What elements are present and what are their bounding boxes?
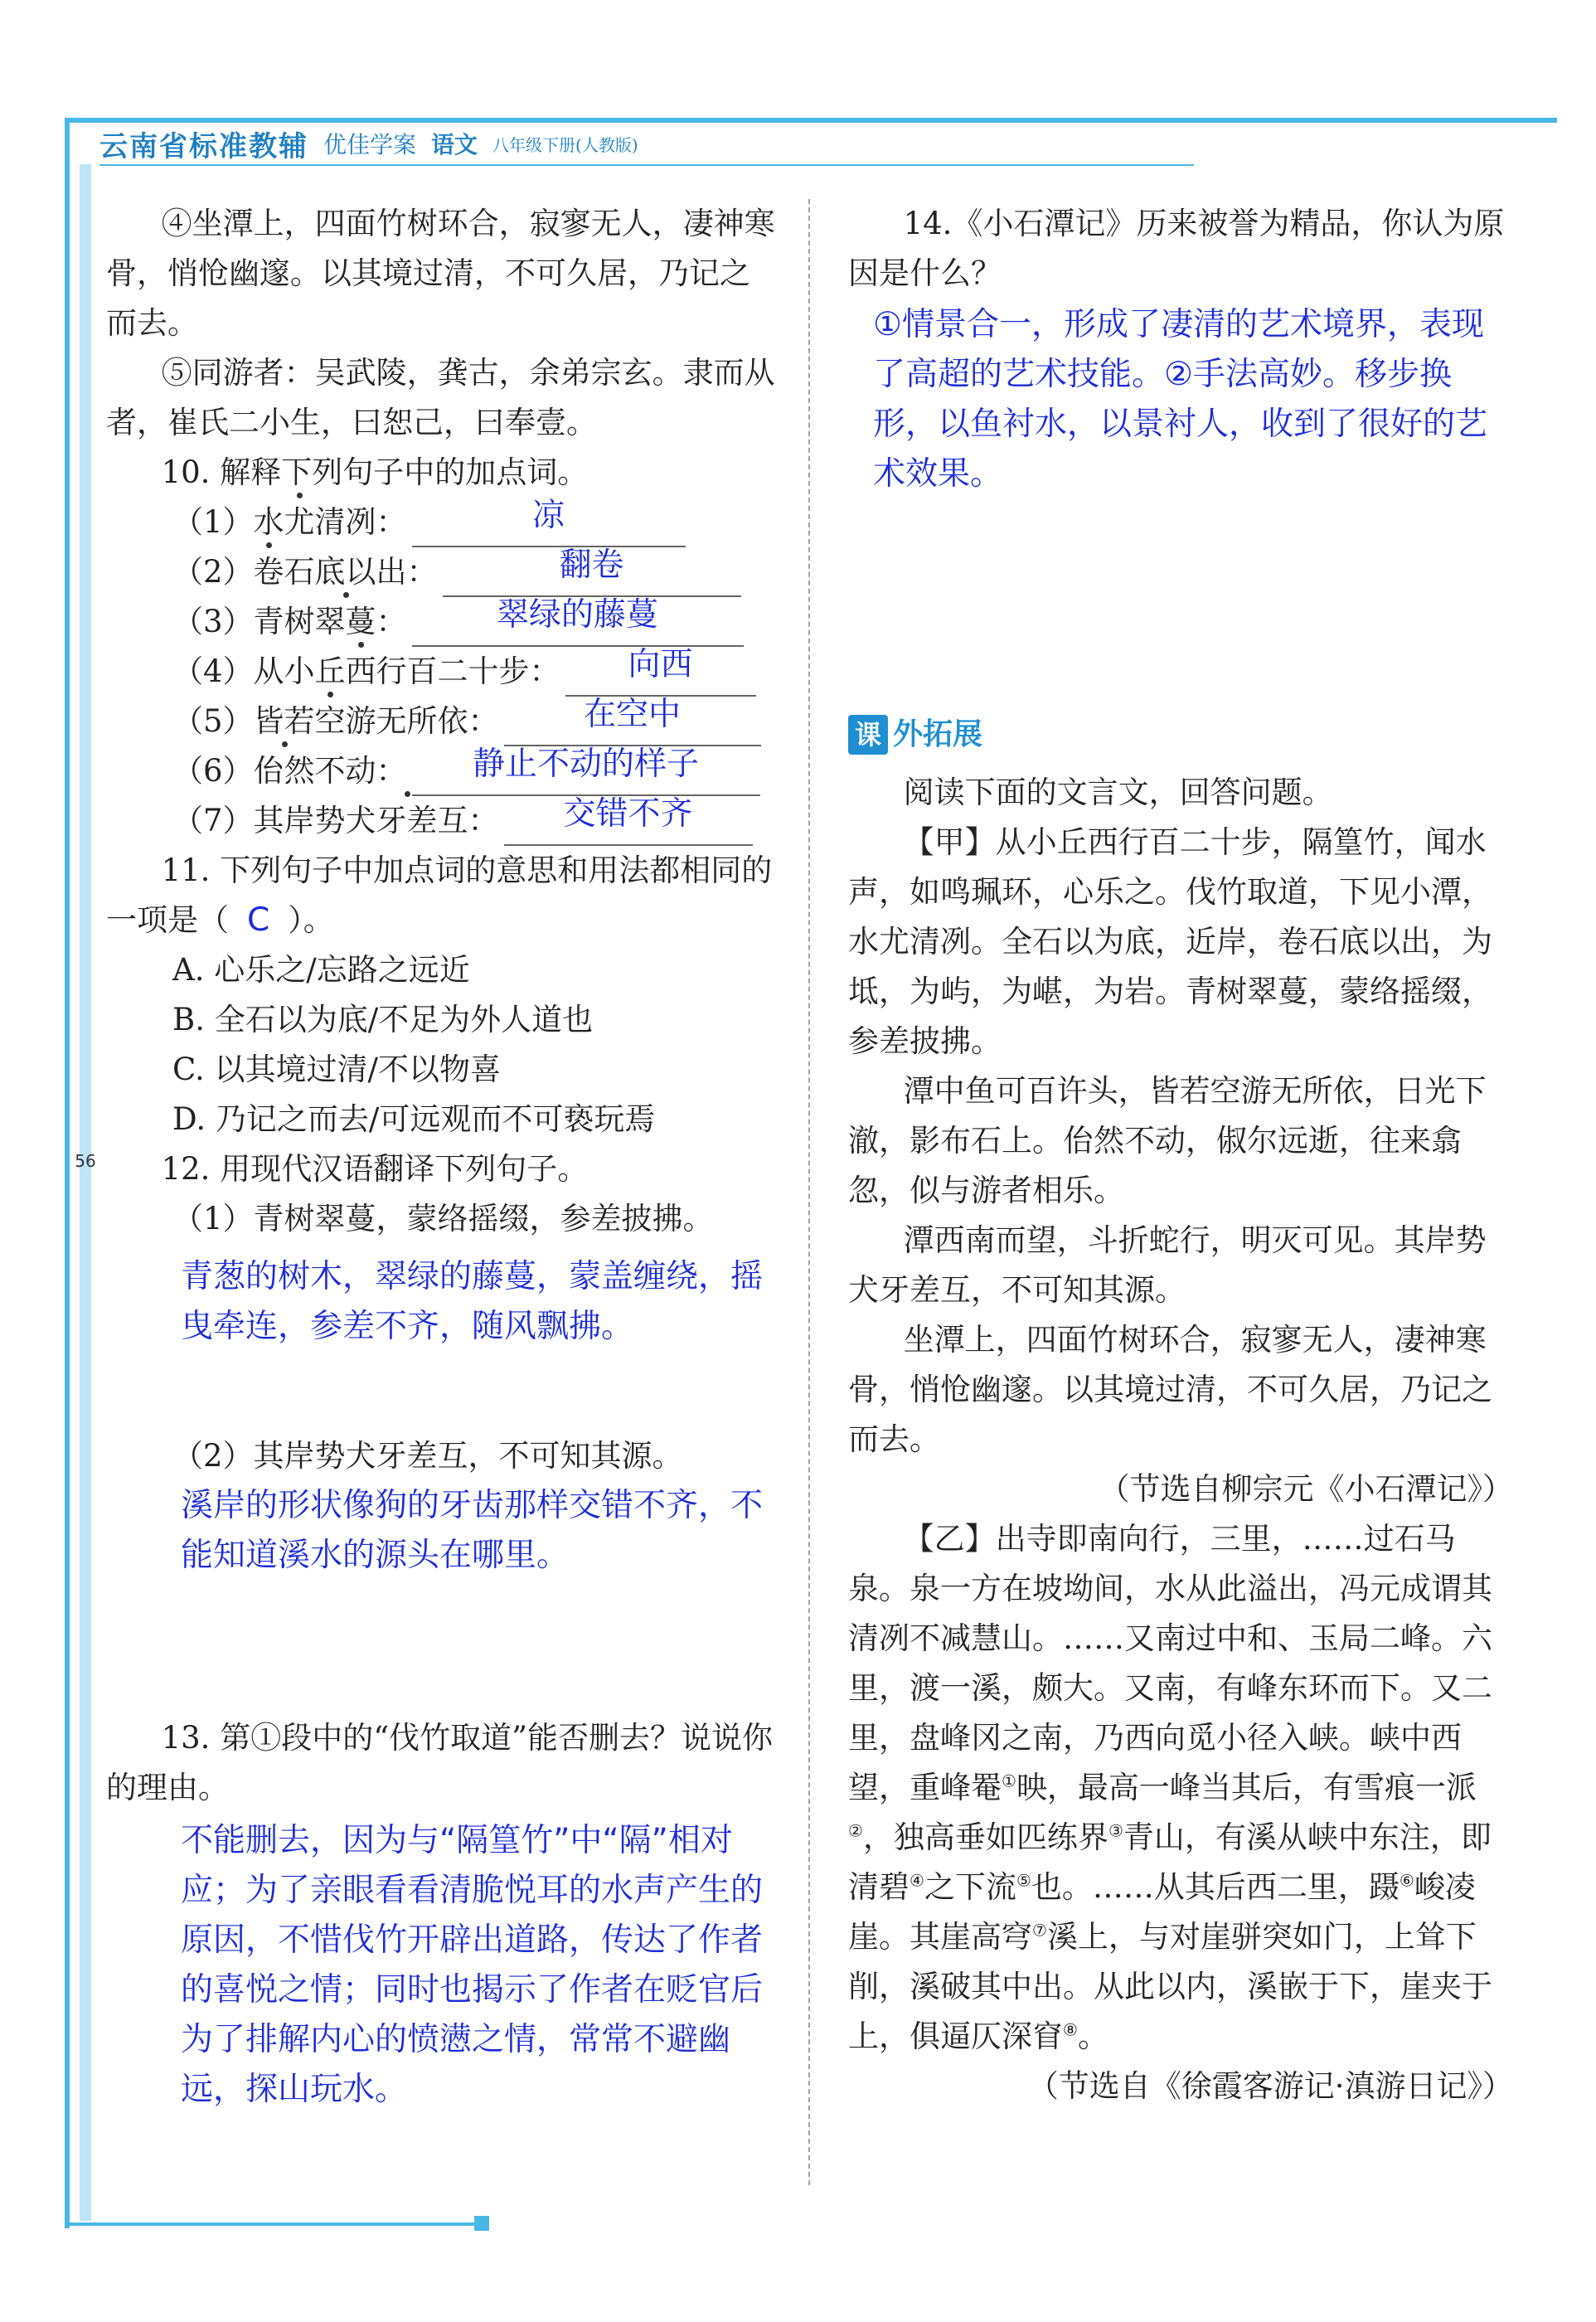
dotted-word: 佁然 — [254, 746, 315, 796]
q10-item-text: ： — [468, 803, 499, 838]
question-13-stem: 13. 第①段中的“伐竹取道”能否删去？说说你的理由。 — [106, 1720, 774, 1805]
q10-item-text: （2） — [172, 554, 254, 590]
q10-item-2 — [106, 547, 778, 597]
question-14-stem: 14.《小石潭记》历来被誉为精品，你认为原因是什么？ — [848, 206, 1505, 291]
q10-item-text: （6） — [172, 753, 254, 789]
passage-yi-source: （节选自《徐霞客游记·滇游日记》） — [1027, 2068, 1513, 2104]
dotted-word: 尤 — [284, 498, 315, 547]
q13-answer: 不能删去，因为与“隔篁竹”中“隔”相对应；为了亲眼看看清脆悦耳的水声产生的原因，不惜伐竹开辟出道路，传达了作者的喜悦之情；同时也揭示了作者在贬官后为了排解内心的愤懑之情，常常不避幽远，探山玩水。 — [181, 1822, 764, 2108]
q10-item-5 — [106, 697, 778, 746]
q10-item-text: 行百二十步： — [376, 653, 560, 689]
q10-answer-7: 交错不齐 — [563, 795, 693, 833]
passage-jia-4: 坐潭上，四面竹树环合，寂寥无人，凄神寒骨，悄怆幽邃。以其境过清，不可久居，乃记之而去。 — [848, 1322, 1492, 1457]
dotted-word: 卷 — [254, 547, 284, 597]
dotted-word: 犬牙差互 — [346, 796, 468, 846]
dotted-word: 翠蔓 — [315, 597, 376, 647]
passage-yi-text: 映，最高一峰当其后，有雪痕一派 — [1016, 1770, 1477, 1805]
q10-item-4 — [106, 647, 778, 697]
section-title: 外拓展 — [893, 717, 983, 751]
header-grade: 八年级下册(人教版) — [492, 134, 638, 155]
q10-item-7 — [106, 796, 778, 846]
q10-item-text: （5）皆若 — [172, 703, 315, 739]
question-10-stem: 10. 解释下列句子中的加点词。 — [161, 454, 589, 490]
section-heading — [848, 710, 1513, 760]
q10-item-text: 游无所依： — [345, 703, 499, 739]
q10-answer-4: 向西 — [628, 646, 693, 683]
answer-blank — [443, 546, 741, 597]
answer-blank — [412, 746, 760, 796]
passage-yi-text: ，独高垂如匹练界 — [862, 1819, 1108, 1855]
passage-jia-source: （节选自柳宗元《小石潭记》） — [1099, 1471, 1513, 1507]
q10-item-text: （7）其岸势 — [172, 803, 346, 838]
right-column — [848, 199, 1513, 2111]
dotted-word: 空 — [315, 697, 346, 746]
passage-jia-1: 【甲】从小丘西行百二十步，隔篁竹，闻水声，如鸣珮环，心乐之。伐竹取道，下见小潭，水尤清冽。全石以为底，近岸，卷石底以出，为坻，为屿，为嵁，为岩。青树翠蔓，蒙络摇缀，参差披拂。 — [848, 824, 1492, 1059]
passage-jia-2: 潭中鱼可百许头，皆若空游无所依，日光下澈，影布石上。佁然不动，俶尔远逝，往来翕忽，似与游者相乐。 — [848, 1073, 1487, 1208]
q10-item-text: 清冽： — [314, 504, 407, 540]
q10-item-text: （1）水 — [172, 504, 284, 540]
question-12-stem: 12. 用现代汉语翻译下列句子。 — [161, 1151, 589, 1187]
q10-item-6 — [106, 746, 778, 796]
q12-answer-2: 溪岸的形状像狗的牙齿那样交错不齐，不能知道溪水的源头在哪里。 — [181, 1487, 764, 1574]
q10-answer-5: 在空中 — [584, 696, 682, 733]
q10-item-text: （4）从小丘 — [172, 653, 346, 689]
q10-item-3 — [106, 597, 778, 647]
footnote-mark: ④ — [910, 1870, 924, 1891]
answer-blank — [504, 696, 761, 746]
bottom-border — [65, 2222, 479, 2226]
passage-yi-text: 峻凌崖。其崖高穹 — [848, 1869, 1476, 1955]
section-badge: 课 — [848, 715, 888, 755]
q11-answer: C — [247, 901, 270, 939]
footnote-mark: ⑥ — [1399, 1870, 1414, 1891]
page-header — [99, 124, 638, 163]
border-end-square — [474, 2216, 489, 2231]
q10-item-text: 石底以出： — [284, 554, 438, 590]
q10-answer-1: 凉 — [532, 497, 565, 534]
paragraph-4: ④坐潭上，四面竹树环合，寂寥无人，凄神寒骨，悄怆幽邃。以其境过清，不可久居，乃记之而去。 — [106, 206, 775, 341]
q11-stem-text: 11. 下列句子中加点词的意思和用法都相同的一项是（ — [106, 853, 773, 938]
column-divider — [808, 199, 810, 2185]
answer-space — [848, 499, 1513, 690]
reading-intro: 阅读下面的文言文，回答问题。 — [903, 775, 1333, 810]
dotted-word: 西 — [346, 647, 376, 697]
header-book-name: 优佳学案 — [323, 131, 417, 158]
footnote-mark: ⑦ — [1032, 1920, 1047, 1941]
footnote-mark: ② — [848, 1820, 863, 1841]
question-11-stem — [106, 846, 778, 945]
q11-stem-end: ）。 — [288, 902, 334, 938]
footnote-mark: ⑤ — [1016, 1870, 1031, 1891]
top-border — [65, 118, 1557, 123]
paragraph-5: ⑤同游者：吴武陵，龚古，余弟宗玄。隶而从者，崔氏二小生，曰恕己，曰奉壹。 — [106, 355, 775, 440]
left-border — [65, 118, 70, 2228]
q10-item-text: ： — [376, 604, 407, 639]
answer-blank — [412, 596, 744, 647]
q11-option-c: C. 以其境过清/不以物喜 — [172, 1052, 501, 1087]
q12-sentence-2: （2）其岸势犬牙差互，不可知其源。 — [172, 1438, 683, 1474]
q10-answer-3: 翠绿的藤蔓 — [497, 596, 659, 634]
q11-option-a: A. 心乐之/忘路之远近 — [172, 952, 470, 988]
passage-yi-text: 溪上，与对崖骈突如门，上耸下削，溪破其中出。从此以内，溪嵌于下，崖夹于上，俱逼仄深窅 — [848, 1919, 1492, 2054]
passage-yi-text: 【乙】出寺即南向行，三里，……过石马泉。泉一方在坡坳间，水从此溢出，冯元成谓其清冽不减慧山。……又南过中和、玉局二峰。六里，渡一溪，颇大。又南，有峰东环而下。又二里，盘峰冈之南，乃西向觅小径入峡。峡中西望，重峰罨 — [848, 1521, 1492, 1805]
passage-jia-3: 潭西南而望，斗折蛇行，明灭可见。其岸势犬牙差互，不可知其源。 — [848, 1222, 1487, 1308]
passage-yi-text: 青山，有溪从峡中东注，即清碧 — [848, 1819, 1492, 1905]
page-number: 56 — [75, 1151, 96, 1171]
footnote-mark: ⑧ — [1063, 2019, 1078, 2040]
answer-blank — [504, 795, 753, 846]
answer-blank — [412, 497, 686, 547]
footnote-mark: ③ — [1108, 1820, 1123, 1841]
footnote-mark: ① — [1002, 1771, 1016, 1791]
q10-item-text: （3）青树 — [172, 604, 315, 639]
header-series: 云南省标准教辅 — [99, 129, 308, 163]
header-subject: 语文 — [431, 131, 478, 158]
q12-answer-1: 青葱的树木，翠绿的藤蔓，蒙盖缠绕，摇曳牵连，参差不齐，随风飘拂。 — [181, 1258, 764, 1345]
q10-answer-2: 翻卷 — [559, 546, 624, 584]
passage-yi-text: 。 — [1077, 2018, 1108, 2054]
q14-answer: ①情景合一，形成了凄清的艺术境界，表现了高超的艺术技能。②手法高妙。移步换形，以鱼衬水，以景衬人，收到了很好的艺术效果。 — [873, 306, 1488, 493]
left-column — [106, 199, 778, 2115]
q10-item-text: 不动： — [314, 753, 407, 789]
q10-answer-6: 静止不动的样子 — [473, 746, 700, 783]
q11-option-d: D. 乃记之而去/可远观而不可亵玩焉 — [172, 1101, 656, 1137]
left-margin-strip — [80, 164, 91, 2221]
header-rule — [99, 164, 1194, 166]
answer-space — [106, 1581, 778, 1713]
answer-space — [106, 1352, 778, 1431]
answer-blank — [565, 646, 756, 697]
passage-yi-text: 也。……从其后西二里，蹑 — [1031, 1869, 1400, 1905]
passage-yi — [848, 1514, 1513, 2062]
q11-option-b: B. 全石以为底/不足为外人道也 — [172, 1002, 594, 1037]
q12-sentence-1: （1）青树翠蔓，蒙络摇缀，参差披拂。 — [172, 1201, 714, 1236]
q10-item-1 — [106, 498, 778, 547]
passage-yi-text: 之下流 — [924, 1869, 1016, 1905]
